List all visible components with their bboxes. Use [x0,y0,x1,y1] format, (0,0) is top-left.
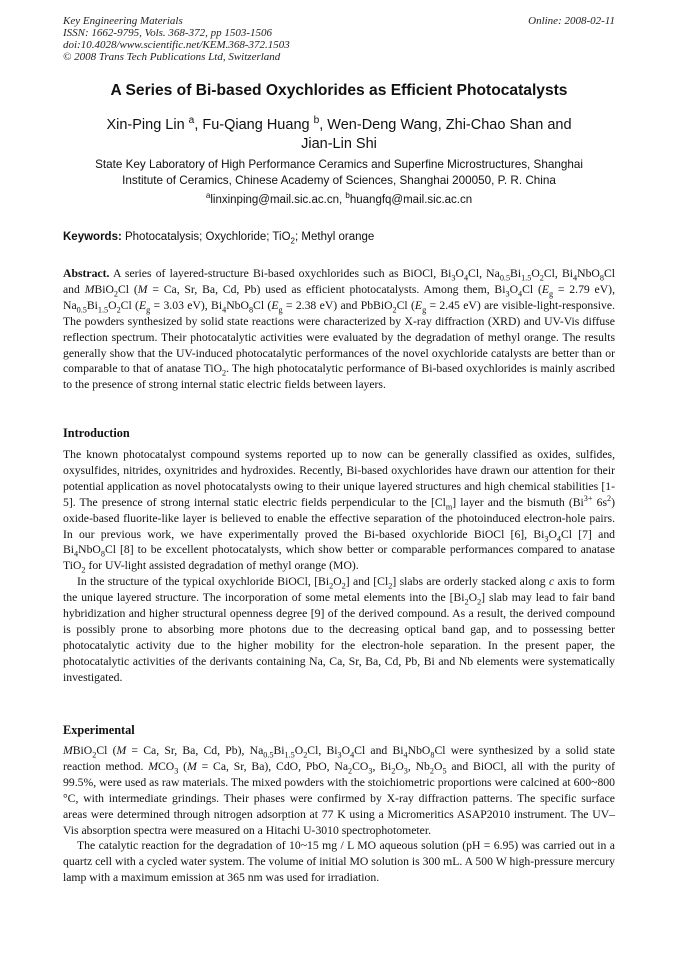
paragraph [63,574,615,685]
subscript: 2 [81,565,86,575]
text: = 2.45 eV) are visible-light-responsive. The powders synthesized by solid state reactions were characterized by X-ray diffraction (XRD) and UV-Vis diffuse reflection spectrum. Their photocatalytic activities were evaluated by the degradation of methyl orange. The results generally show that the UV-induced photocatalytic performances of the novel oxychloride catalysts are better than or comparable to that of anatase TiO [63,298,615,376]
italic-text: E [271,298,279,312]
text: O [509,282,519,296]
text: O [434,759,443,773]
text: = Ca, Sr, Ba, Cd, Pb) used as efficient photocatalysts. Among them, Bi [147,282,506,296]
subscript: 1.5 [97,305,109,315]
subscript: 4 [350,750,355,760]
subscript: 4 [573,273,578,283]
text: = 2.38 eV) and PbBiO [282,298,393,312]
subscript: 3 [368,766,373,776]
text: Cl, Bi [307,744,338,757]
subscript: g [422,305,427,315]
introduction-body [63,447,615,686]
subscript: 4 [403,750,408,760]
author-superscript: b [313,115,320,127]
text: , Nb [407,759,430,773]
text: O [333,575,342,589]
text: In the structure of the typical oxychloride BiOCl, [Bi [77,575,330,589]
author-list [63,116,615,154]
subscript: 2 [92,750,97,760]
subscript: 2 [222,368,227,378]
text: A series of layered-structure Bi-based oxychlorides such as BiOCl, Bi [109,267,452,280]
text: Cl ( [120,298,139,312]
subscript: 0.5 [499,273,511,283]
subscript: 2 [464,597,469,607]
email-link[interactable]: linxinping@mail.sic.ac.cn [210,194,339,206]
text: Bi [273,744,285,757]
subscript: 2 [116,305,121,315]
text: axis to form the unique layered structure. The incorporation of some metal elements into the [Bi [63,575,616,605]
subscript: 0.5 [263,750,274,760]
author-superscript: a [188,115,195,127]
affiliation-line: State Key Laboratory of High Performance Ceramics and Superfine Microstructures, Shanghai [95,158,583,171]
superscript: 2 [607,493,612,503]
text: = Ca, Sr, Ba, Cd, Pb), Na [126,744,264,757]
text: = 3.03 eV), Bi [150,298,223,312]
subscript: 2 [348,766,353,776]
paragraph [63,743,615,838]
text: O [395,759,404,773]
abstract [63,266,615,393]
author-emails [63,191,615,206]
subscript: 1.5 [521,273,532,283]
text: O [108,298,117,312]
text: O [294,744,304,757]
email-superscript: b [345,191,350,201]
subscript: 3 [337,750,342,760]
text: . The high photocatalytic performance of Bi-based oxychlorides is mainly ascribed to the presence of strong internal static electric fields between layers. [63,362,615,392]
section-heading-experimental: Experimental [63,723,135,737]
subscript: 0.5 [76,305,87,315]
italic-text: M [63,744,73,757]
text: CO [158,759,175,773]
italic-text: M [116,744,127,757]
journal-name: Key Engineering Materials [63,15,183,27]
text: ) oxide-based fluorite-like layer is believed to enable the effective separation of the photoinduced electron-hole pairs. In our previous work, we have experimentally proved the Bi-based oxychloride BiOCl [6], Bi [63,495,615,541]
subscript: 2 [329,581,334,591]
abstract-label: Abstract. [63,267,110,280]
subscript: 3 [544,533,549,543]
superscript: 3+ [583,493,593,503]
text: ] slabs are orderly stacked along [392,575,549,589]
author-text: , Fu-Qiang Huang [194,117,310,133]
doi-line: doi:10.4028/www.scientific.net/KEM.368-372.1503 [63,39,290,51]
text: Bi [510,267,522,280]
text: ] and [Cl [345,575,389,589]
author-text: Xin-Ping Lin [106,117,185,133]
subscript: 3 [403,766,408,776]
text: ( [178,759,188,773]
issn-line: ISSN: 1662-9795, Vols. 368-372, pp 1503-1506 [63,27,272,39]
keywords-label: Keywords: [63,231,122,243]
subscript: 4 [74,549,79,559]
text: Cl [7] and Bi [63,527,616,557]
text: and BiOCl, all with the purity of 99.5%, were used as raw materials. The mixed powders with the stoichiometric proportions were calcined at 600~800 °C, with intermediate grindings. Their phases were confirmed by X-ray diffraction patterns. The specific surface areas were determined through nitrogen adsorption at 77 K using a Micromeritics ASAP2010 instrument. The UV–Vis absorption spectra were measured on a Hitachi U-3010 spectrophotometer. [63,759,615,837]
text: BiO [72,744,93,757]
subscript: 4 [463,273,469,283]
text: NbO [226,298,249,312]
subscript: 3 [505,289,510,299]
text: Cl ( [253,298,272,312]
subscript: 8 [248,305,254,315]
text: O [531,267,540,280]
subscript: 8 [100,549,105,559]
subscript: 2 [477,597,482,607]
text: Cl, Bi [543,267,574,280]
subscript: 3 [174,766,179,776]
text: Cl ( [396,298,415,312]
italic-text: E [414,298,423,312]
italic-text: M [137,282,148,296]
subscript: 2 [539,273,544,283]
text: Cl, Na [468,267,500,280]
keywords-text: ; Methyl orange [295,231,375,243]
text: The catalytic reaction for the degradation of 10~15 mg / L MO aqueous solution (pH = 6.95) was carried out in a quartz cell with a cycled water system. The volume of initial MO solution is 300 mL. A 500 W high-pressure mercury lamp with a maximum emission at 365 nm was used for irradiation. [63,839,615,885]
subscript: 8 [430,750,435,760]
text: = Ca, Sr, Ba), CdO, PbO, Na [196,759,349,773]
affiliation [63,157,615,189]
text: Cl and [63,267,616,296]
text: ] slab may lead to fair band hybridization and higher structural openness degree [9] of the derived compound. As a result, the derived compound is possibly prone to absorbing more photons due to the decreasing optical band gap, and to possessing better photocatalytic activity due to the higher mobility for the electron-hole separation. In the present paper, the photocatalytic activities of the derivants containing Na, Ca, Sr, Ba, Cd, Pb, Bi and Nb elements were systematically investigated. [63,591,615,684]
text: O [455,267,464,280]
text: Cl ( [118,282,138,296]
subscript: 4 [222,305,227,315]
text: ] layer and the bismuth (Bi [452,495,584,509]
subscript: g [146,305,151,315]
text: Cl ( [96,744,117,757]
text: Cl and Bi [354,744,404,757]
paper-title: A Series of Bi-based Oxychlorides as Efficient Photocatalysts [110,82,568,99]
subscript: 3 [451,273,456,283]
keywords [63,231,615,246]
text: , Bi [372,759,392,773]
email-separator: , [338,194,346,206]
text: The known photocatalyst compound systems reported up to now can be generally classified as oxides, sulfides, oxysulfides, nitrides, oxynitrides and hydroxides. Recently, Bi-based oxychlorides have drawn our attention for their potential application as novel photocatalysts owing to their unique layered structures and high chemical stabilities [1-5]. The presence of strong internal static electric fields perpendicular to the [Cl [63,448,615,509]
subscript: 2 [388,581,393,591]
subscript: 5 [442,766,447,776]
italic-text: M [187,759,197,773]
text: BiO [94,282,114,296]
subscript: 2 [290,236,296,246]
italic-text: E [541,282,549,296]
copyright-line: © 2008 Trans Tech Publications Ltd, Switzerland [63,51,281,63]
author-text: , Wen-Deng Wang, Zhi-Chao Shan and [319,117,572,133]
text: 6s [592,495,607,509]
text: Cl were synthesized by a solid state reaction method. [63,744,615,773]
subscript: 2 [303,750,308,760]
text: NbO [577,267,600,280]
italic-text: c [549,575,555,589]
text: Cl [8] to be excellent photocatalysts, which show better or comparable performances compared to anatase TiO [63,543,615,573]
text: O [341,744,351,757]
subscript: 2 [113,289,119,299]
text: Bi [86,298,98,312]
text: NbO [407,744,431,757]
subscript: 2 [341,581,346,591]
italic-text: M [84,282,95,296]
subscript: m [445,502,453,512]
paragraph [63,838,615,886]
paragraph [63,447,615,574]
experimental-body [63,743,615,886]
text: NbO [78,543,101,557]
text: O [468,591,478,605]
keywords-text: Photocatalysis; Oxychloride; TiO [121,231,291,243]
email-superscript: a [205,191,211,201]
subscript: 1.5 [284,750,295,760]
italic-text: E [138,298,147,312]
text: Cl ( [522,282,542,296]
text: O [548,527,557,541]
subscript: 2 [429,766,434,776]
subscript: 4 [518,289,523,299]
journal-header [63,15,615,63]
text: CO [352,759,369,773]
subscript: g [278,305,283,315]
online-date: Online: 2008-02-11 [528,15,615,27]
subscript: 8 [599,273,604,283]
email-link[interactable]: huangfq@mail.sic.ac.cn [349,194,473,206]
text: for UV-light assisted degradation of methyl orange (MO). [85,559,359,573]
subscript: 2 [391,766,396,776]
subscript: g [549,289,554,299]
subscript: 4 [556,533,562,543]
text: = 2.79 eV), Na [63,282,616,312]
section-heading-introduction: Introduction [63,426,130,440]
affiliation-line: Institute of Ceramics, Chinese Academy of Sciences, Shanghai 200050, P. R. China [122,174,556,187]
subscript: 2 [392,305,397,315]
italic-text: M [148,759,158,773]
author-text: Jian-Lin Shi [301,136,377,152]
